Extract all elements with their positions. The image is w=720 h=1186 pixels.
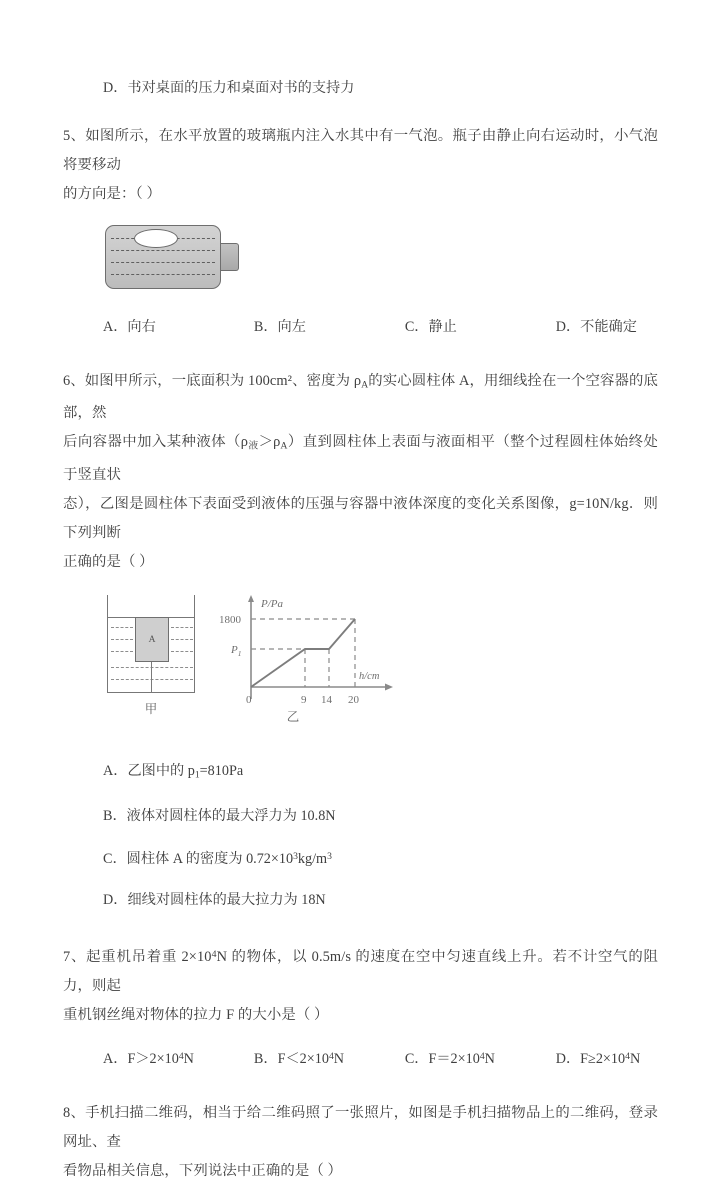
x-axis-label: h/cm [359,670,380,682]
pressure-depth-graph [217,591,422,724]
page-content [63,74,658,1186]
q5-stem-line-1: 5、如图所示，在水平放置的玻璃瓶内注入水其中有一气泡。瓶子由静止向右运动时，小气泡将要移动 [63,128,658,173]
water-line [111,250,215,251]
q7-opt-c-text1: F＝2×10 [428,1051,480,1068]
y-tick-p1: $P_1$ [231,643,242,658]
x-tick-20: 20 [348,693,359,706]
bottle-body [105,225,221,289]
y-axis-arrow [248,595,254,602]
q5-option-a[interactable]: A．向右 [103,319,156,335]
question-6 [63,367,658,914]
q8-stem-line-2: 看物品相关信息，下列说法中正确的是（ ） [63,1163,343,1180]
q6-opt-a-text1: 乙图中的 p [127,762,195,779]
q6-stem-2-sub2: A [280,440,288,452]
q6-stem-1a: 6、如图甲所示，一底面积为 100cm²、密度为 ρ [63,373,362,389]
y-axis-label: P/Pa [261,597,283,610]
water-line [111,274,215,275]
q6-stem-2-sub1: 液 [248,440,259,452]
q7-opt-b-sup: 4 [328,1051,334,1063]
q7-opt-b-text2: N [333,1051,345,1068]
x-tick-0: 0 [246,693,252,706]
q5-option-d[interactable]: D．不能确定 [555,319,637,335]
graph-svg [217,591,422,711]
q6-stem-2c: ）直到圆柱体上表面与液面相平（整个过程圆柱体始终处于竖直状 [63,434,658,483]
q4-option-d: D．书对桌面的压力和桌面对书的支持力 [103,80,355,96]
liquid-hatch [171,639,193,640]
q5-options [103,313,658,341]
q7-option-b[interactable] [254,1043,405,1073]
q6-opt-b-text: 液体对圆柱体的最大浮力为 10.8N [126,808,336,825]
water-line [111,262,215,263]
q6-opt-c-text2: kg/m [297,851,328,868]
q6-stem-1b: 的实心圆柱体 A，用细线拴在一个空容器的底部，然 [63,373,659,422]
q6-opt-c-sup2: 3 [327,851,332,863]
q7-option-c[interactable] [405,1043,556,1073]
q6-option-a[interactable] [103,757,658,789]
q6-stem-line-3: 态），乙图是圆柱体下表面受到液体的压强与容器中液体深度的变化关系图像，g=10N/kg．则下列判断 [63,495,658,541]
q7-opt-b-text1: F＜2×10 [277,1051,329,1068]
q7-opt-b-label: B． [253,1051,278,1068]
q6-stem-2a: 后向容器中加入某种液体（ρ [63,434,249,451]
q5-option-b[interactable]: B．向左 [253,319,306,335]
liquid-hatch [111,679,193,680]
q7-stem-line-2: 重机钢丝绳对物体的拉力 F 的大小是（ ） [63,1007,329,1024]
q6-option-d[interactable] [103,886,658,914]
q5-stem-line-2: 的方向是：（ ） [63,186,161,202]
data-series-line [251,619,355,687]
q6-option-b[interactable] [103,802,658,830]
q7-opt-d-sup: 4 [625,1051,630,1063]
q6-opt-d-text: 细线对圆柱体的最大拉力为 18N [127,892,326,909]
q6-opt-a-sub: 1 [194,769,200,781]
q8-stem-line-1: 8、手机扫描二维码，相当于给二维码照了一张照片，如图是手机扫描物品上的二维码，登录网址、查 [63,1105,658,1151]
container-diagram [99,595,207,716]
q7-opt-a-label: A． [103,1051,128,1068]
liquid-hatch [111,627,133,628]
y-tick-1800: 1800 [219,613,241,626]
q7-stem-1b: N 的物体，以 0.5m/s 的速度在空中匀速直线上升。若不计空气的阻力，则起 [63,949,659,995]
q6-opt-c-label: C． [103,851,127,868]
q6-opt-d-label: D． [103,892,128,909]
q6-option-c[interactable] [103,843,658,873]
q6-figure [99,591,429,731]
q7-opt-d-text2: N [629,1051,641,1068]
q7-opt-d-label: D． [555,1051,581,1068]
x-tick-9: 9 [301,693,307,706]
q6-stem-line-1 [63,367,658,428]
question-7 [63,940,658,1073]
x-tick-14: 14 [321,693,332,706]
q7-opt-c-label: C． [404,1051,429,1068]
q6-opt-b-label: B． [103,808,127,825]
x-axis-arrow [385,683,393,690]
q6-stem-line-2 [63,428,658,489]
cylinder-block-a: A [135,617,169,662]
q6-stem-1-sub: A [361,379,369,391]
q7-options [103,1043,658,1073]
q7-opt-d-text1: F≥2×10 [580,1051,626,1068]
q6-stem-2b: ＞ρ [258,434,281,451]
q6-stem-line-4: 正确的是（ ） [63,553,154,570]
figure-caption-yi: 乙 [286,709,300,724]
q5-option-c[interactable]: C．静止 [404,319,457,335]
q6-opt-a-label: A． [103,762,128,779]
tether-string [151,662,152,693]
question-8 [63,1099,658,1186]
q7-stem-1a: 7、起重机吊着重 2×10 [63,949,212,966]
air-bubble [134,229,178,248]
liquid-hatch [111,639,133,640]
liquid-hatch [171,627,193,628]
q7-option-d[interactable] [556,1043,658,1073]
q7-opt-c-text2: N [484,1051,495,1068]
q6-opt-a-text2: =810Pa [199,762,244,779]
q7-opt-c-sup: 4 [479,1051,485,1063]
q7-opt-a-sup: 4 [178,1051,184,1063]
q6-opt-c-sup: 3 [293,851,298,863]
q6-opt-c-text1: 圆柱体 A 的密度为 0.72×10 [126,851,294,868]
q7-stem-line-1 [63,940,658,1001]
q7-opt-a-text1: F＞2×10 [127,1051,179,1068]
liquid-hatch [111,651,133,652]
bottle-figure [103,223,263,293]
q7-option-a[interactable] [103,1043,254,1073]
q7-opt-a-text2: N [183,1051,194,1068]
liquid-hatch [171,651,193,652]
liquid-hatch [111,667,193,668]
question-5 [63,122,658,341]
q7-stem-1-sup: 4 [211,949,217,961]
figure-caption-jia: 甲 [144,701,158,716]
